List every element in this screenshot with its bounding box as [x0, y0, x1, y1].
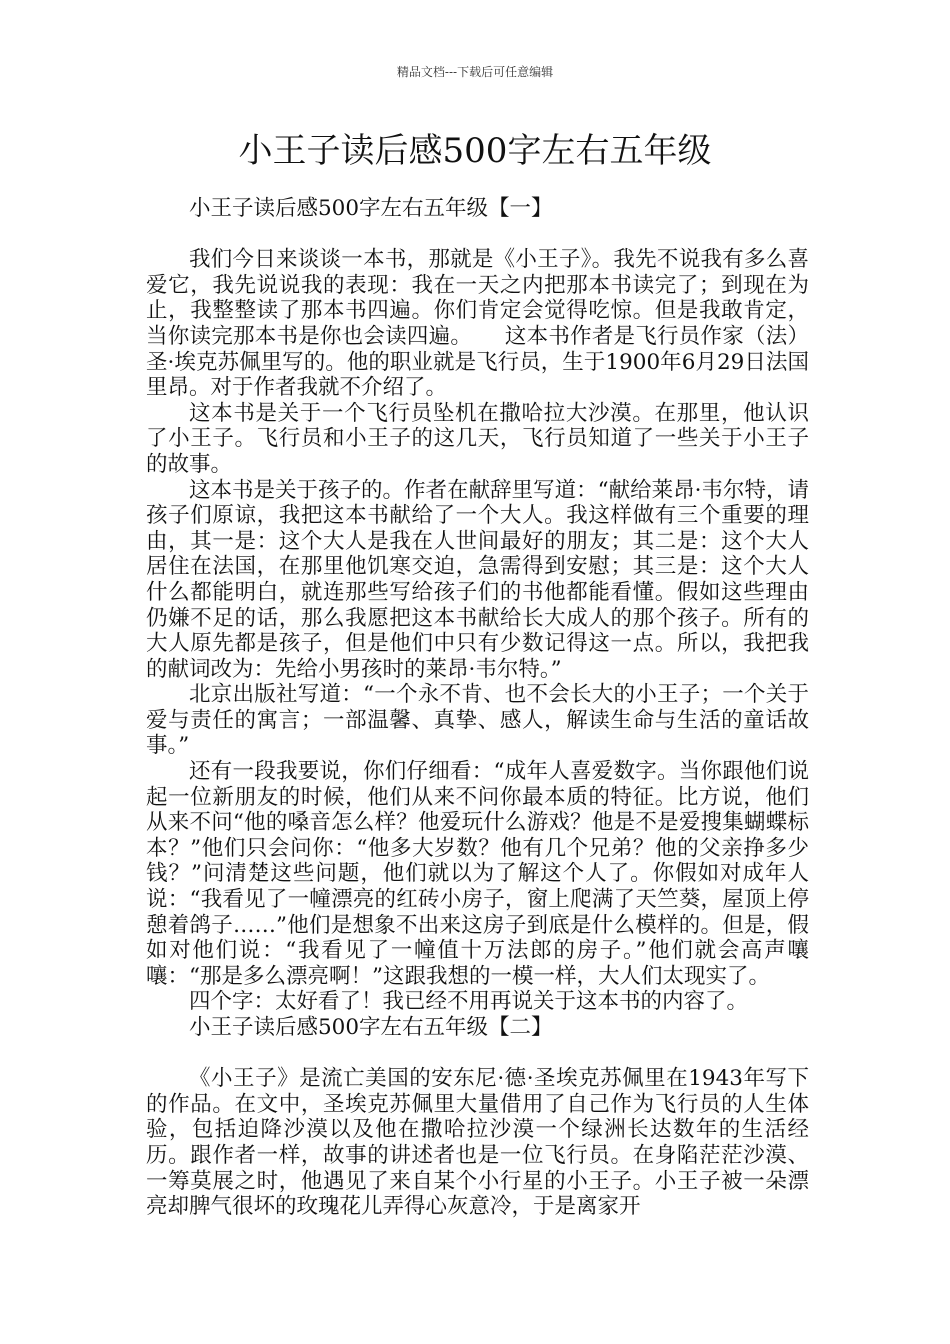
section-heading-1: 小王子读后感500字左右五年级【一】 [189, 196, 553, 221]
document-title: 小王子读后感500字左右五年级 [238, 131, 712, 171]
paragraph: 这本书是关于孩子的。作者在献辞里写道：“献给莱昂·韦尔特，请孩子们原谅，我把这本书献给了一个大人。我这样做有三个重要的理由，其一是：这个大人是我在人世间最好的朋友；其二是：这个大人居住在法国，在那里他饥寒交迫，急需得到安慰；其三是：这个大人什么都能明白，就连那些写给孩子们的书他都能看懂。假如这些理由仍嫌不足的话，那么我愿把这本书献给长大成人的那个孩子。所有的大人原先都是孩子，但是他们中只有少数记得这一点。所以，我把我的献词改为：先给小男孩时的莱昂·韦尔特。” [146, 477, 809, 682]
paragraph: 四个字：太好看了！我已经不用再说关于这本书的内容了。 [189, 989, 749, 1015]
section-heading-2: 小王子读后感500字左右五年级【二】 [189, 1015, 553, 1040]
paragraph: 还有一段我要说，你们仔细看：“成年人喜爱数字。当你跟他们说起一位新朋友的时候，他们从来不问你最本质的特征。比方说，他们从来不问“他的嗓音怎么样？他爱玩什么游戏？他是不是爱搜集蝴蝶标本？”他们只会问你：“他多大岁数？他有几个兄弟？他的父亲挣多少钱？”问清楚这些问题，他们就以为了解这个人了。你假如对成年人说：“我看见了一幢漂亮的红砖小房子，窗上爬满了天竺葵，屋顶上停憩着鸽子……”他们是想象不出来这房子到底是什么模样的。但是，假如对他们说：“我看见了一幢值十万法郎的房子。”他们就会高声嚷嚷：“那是多么漂亮啊！”这跟我想的一模一样，大人们太现实了。 [146, 759, 809, 989]
document-body [146, 196, 809, 1220]
paragraph: 我们今日来谈谈一本书，那就是《小王子》。我先不说我有多么喜爱它，我先说说我的表现：我在一天之内把那本书读完了；到现在为止，我整整读了那本书四遍。你们肯定会觉得吃惊。但是我敢肯定，当你读完那本书是你也会读四遍。 这本书作者是飞行员作家（法）圣·埃克苏佩里写的。他的职业就是飞行员，生于1900年6月29日法国里昂。对于作者我就不介绍了。 [146, 247, 809, 401]
paragraph: 《小王子》是流亡美国的安东尼·德·圣埃克苏佩里在1943年写下的作品。在文中，圣埃克苏佩里大量借用了自己作为飞行员的人生体验，包括迫降沙漠以及他在撒哈拉沙漠一个绿洲长达数年的生活经历。跟作者一样，故事的讲述者也是一位飞行员。在身陷茫茫沙漠、一筹莫展之时，他遇见了来自某个小行星的小王子。小王子被一朵漂亮却脾气很坏的玫瑰花儿弄得心灰意冷，于是离家开 [146, 1066, 809, 1220]
page-header: 精品文档---下载后可任意编辑 [396, 65, 554, 79]
paragraph: 北京出版社写道：“一个永不肯、也不会长大的小王子；一个关于爱与责任的寓言；一部温馨、真挚、感人，解读生命与生活的童话故事。” [146, 682, 809, 759]
paragraph: 这本书是关于一个飞行员坠机在撒哈拉大沙漠。在那里，他认识了小王子。飞行员和小王子的这几天，飞行员知道了一些关于小王子的故事。 [146, 400, 809, 477]
